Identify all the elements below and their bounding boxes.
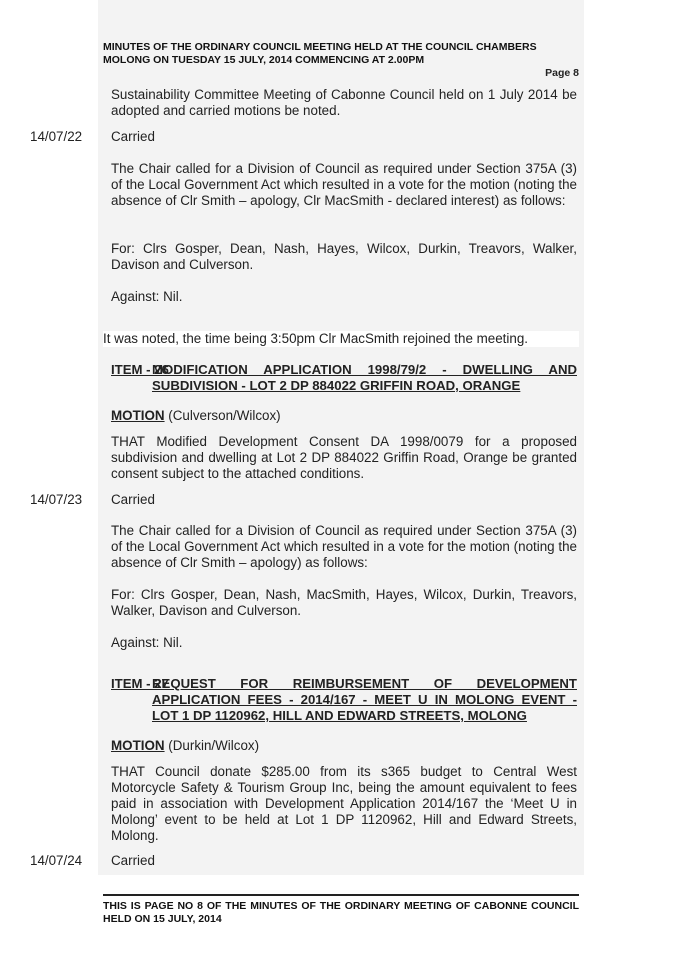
item-26-title-line-1: MODIFICATION APPLICATION 1998/79/2 - DWELLING AND: [152, 362, 577, 377]
resolution-status: Carried: [111, 129, 155, 144]
votes-against: Against: Nil.: [111, 635, 183, 650]
item-26-heading: [111, 362, 577, 394]
page-footer: THIS IS PAGE NO 8 OF THE MINUTES OF THE ORDINARY MEETING OF CABONNE COUNCIL HELD ON 15 JULY, 2014: [103, 894, 579, 926]
item-26-title-line-2: SUBDIVISION - LOT 2 DP 884022 GRIFFIN ROAD, ORANGE: [152, 378, 521, 393]
resolution-number: 14/07/24: [30, 853, 83, 868]
division-text: The Chair called for a Division of Council as required under Section 375A (3) of the Local Government Act which resulted in a vote for the motion (noting the absence of Clr Smith – apology, Clr MacSmith - declared interest) as follows:: [111, 161, 577, 208]
resolution-number: 14/07/23: [30, 492, 83, 507]
motion-movers: (Durkin/Wilcox): [164, 738, 260, 753]
continued-resolution-text: Sustainability Committee Meeting of Cabonne Council held on 1 July 2014 be adopted and carried motions be noted.: [111, 87, 577, 118]
item-27-title-line-2: APPLICATION FEES - 2014/167 - MEET U IN MOLONG EVENT -: [152, 692, 577, 707]
item-27-heading: [111, 676, 577, 724]
item-27-title-line-3: LOT 1 DP 1120962, HILL AND EDWARD STREETS, MOLONG: [152, 708, 527, 723]
votes-for: For: Clrs Gosper, Dean, Nash, MacSmith, Hayes, Wilcox, Durkin, Treavors, Walker, Davison and Culverson.: [111, 587, 577, 618]
motion-text: THAT Council donate $285.00 from its s365 budget to Central West Motorcycle Safety & Tourism Group Inc, being the amount equivalent to fees paid in association with Development Application 2014/167 the ‘Meet U in Molong’ event to be held at Lot 1 DP 1120962, Hill and Edward Streets, Molong.: [111, 764, 577, 843]
motion-label: MOTION: [111, 408, 165, 423]
header-line-2: MOLONG ON TUESDAY 15 JULY, 2014 COMMENCING AT 2.00PM: [103, 54, 425, 66]
resolution-status: Carried: [111, 853, 155, 868]
page-number: Page 8: [545, 67, 579, 79]
motion-heading: [111, 408, 577, 424]
division-text: The Chair called for a Division of Council as required under Section 375A (3) of the Local Government Act which resulted in a vote for the motion (noting the absence of Clr Smith – apology) as follows:: [111, 523, 577, 570]
resolution-status: Carried: [111, 492, 155, 507]
item-27-number: ITEM - 27: [111, 676, 169, 691]
minutes-header: [103, 41, 579, 67]
motion-label: MOTION: [111, 738, 165, 753]
votes-for: For: Clrs Gosper, Dean, Nash, Hayes, Wilcox, Durkin, Treavors, Walker, Davison and Culverson.: [111, 241, 577, 272]
item-27-title-line-1: REQUEST FOR REIMBURSEMENT OF DEVELOPMENT: [152, 676, 577, 691]
meeting-note: It was noted, the time being 3:50pm Clr MacSmith rejoined the meeting.: [103, 331, 579, 347]
resolution-number: 14/07/22: [30, 129, 83, 144]
header-line-1: MINUTES OF THE ORDINARY COUNCIL MEETING HELD AT THE COUNCIL CHAMBERS: [103, 41, 537, 53]
item-26-number: ITEM - 26: [111, 362, 169, 377]
votes-against: Against: Nil.: [111, 289, 183, 304]
motion-movers: (Culverson/Wilcox): [164, 408, 281, 423]
motion-text: THAT Modified Development Consent DA 1998/0079 for a proposed subdivision and dwelling at Lot 2 DP 884022 Griffin Road, Orange be granted consent subject to the attached conditions.: [111, 434, 577, 481]
motion-heading: [111, 738, 577, 754]
